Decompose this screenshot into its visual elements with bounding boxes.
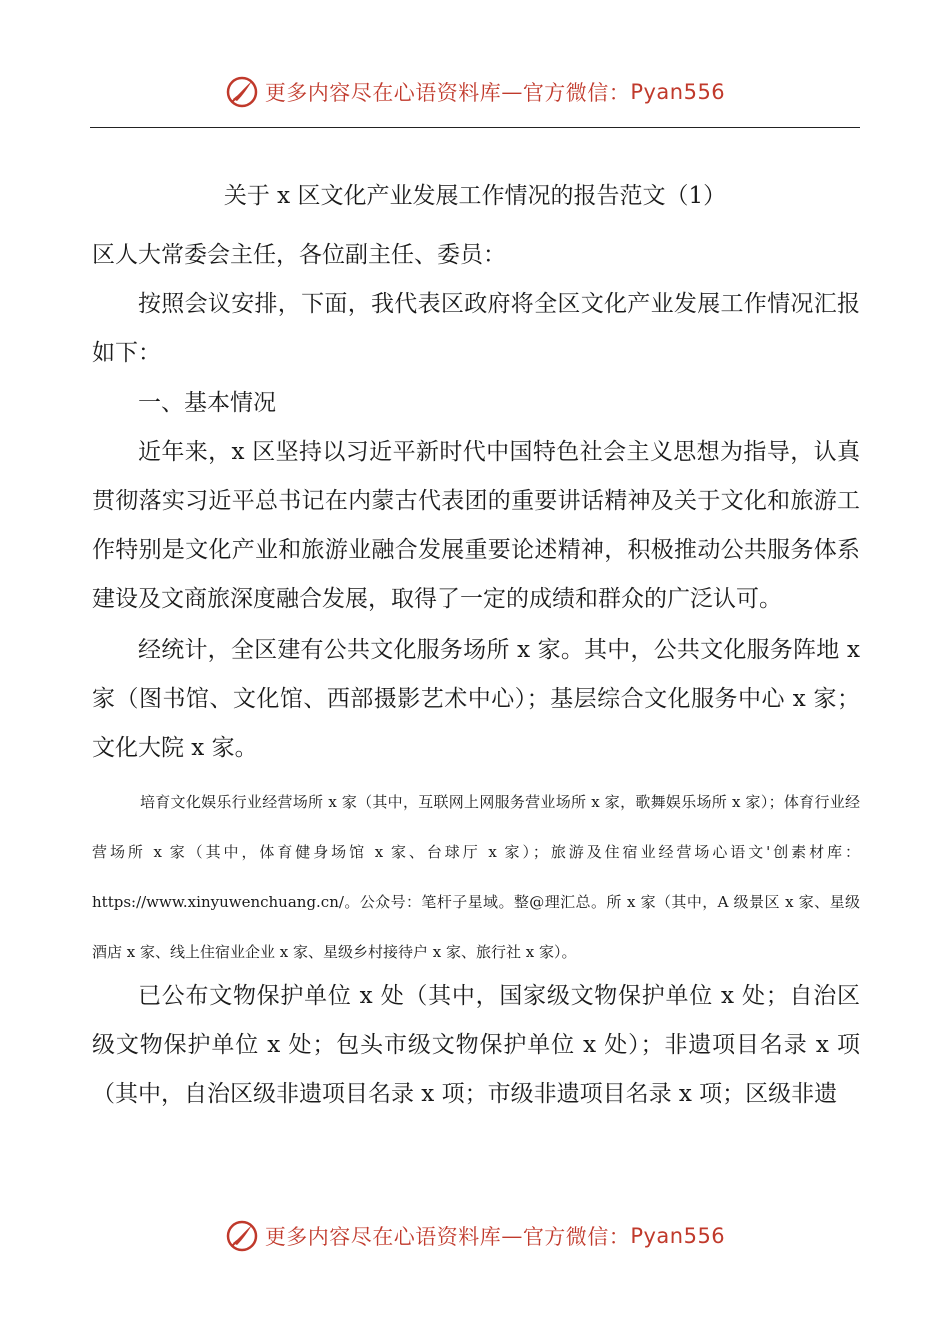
banner-wechat-id: Pyan556 (630, 80, 726, 104)
paragraph-statistics: 经统计，全区建有公共文化服务场所 x 家。其中，公共文化服务阵地 x 家（图书馆、文化馆、西部摄影艺术中心）；基层综合文化服务中心 x 家；文化大院 x 家。 (92, 637, 860, 761)
quill-logo-icon (225, 75, 259, 109)
footer-banner-separator: — (501, 1224, 523, 1248)
header-banner (0, 72, 950, 112)
paragraph-intro: 按照会议安排，下面，我代表区政府将全区文化产业发展工作情况汇报如下： (92, 291, 860, 366)
document-title: 关于 x 区文化产业发展工作情况的报告范文（1） (223, 183, 727, 209)
paragraph-venues: 培育文化娱乐行业经营场所 x 家（其中，互联网上网服务营业场所 x 家，歌舞娱乐场所 x 家）；体育行业经营场所 x 家（其中，体育健身场馆 x 家、台球厅 x 家）；旅游及住宿业经营场心语文'创素材库：https://www.xinyuwenchuang.cn/。公众号：笔杆子星域。整@理汇总。所 x 家（其中，A 级景区 x 家、星级酒店 x 家、线上住宿业企业 x 家、星级乡村接待户 x 家、旅行社 x 家）。 (92, 793, 860, 961)
footer-banner-text: 更多内容尽在心语资料库 (264, 1225, 502, 1249)
section-heading-basic: 一、基本情况 (138, 390, 276, 416)
paragraph-overview: 近年来，x 区坚持以习近平新时代中国特色社会主义思想为指导，认真贯彻落实习近平总书记在内蒙古代表团的重要讲话精神及关于文化和旅游工作特别是文化产业和旅游业融合发展重要论述精神，积极推动公共服务体系建设及文商旅深度融合发展，取得了一定的成绩和群众的广泛认可。 (92, 439, 860, 612)
footer-banner-wechat-id: Pyan556 (630, 1224, 726, 1248)
header-divider (90, 127, 860, 128)
paragraph-heritage: 已公布文物保护单位 x 处（其中，国家级文物保护单位 x 处；自治区级文物保护单位 x 处；包头市级文物保护单位 x 处）；非遗项目名录 x 项（其中，自治区级非遗项目名录 x 项；市级非遗项目名录 x 项；区级非遗 (92, 983, 860, 1107)
banner-separator: — (501, 80, 523, 104)
footer-banner-wechat-label: 官方微信： (522, 1225, 631, 1249)
footer-banner (0, 1216, 950, 1256)
banner-wechat-label: 官方微信： (522, 81, 631, 105)
banner-text: 更多内容尽在心语资料库 (264, 81, 502, 105)
quill-logo-icon (225, 1219, 259, 1253)
salutation: 区人大常委会主任，各位副主任、委员： (92, 242, 506, 268)
